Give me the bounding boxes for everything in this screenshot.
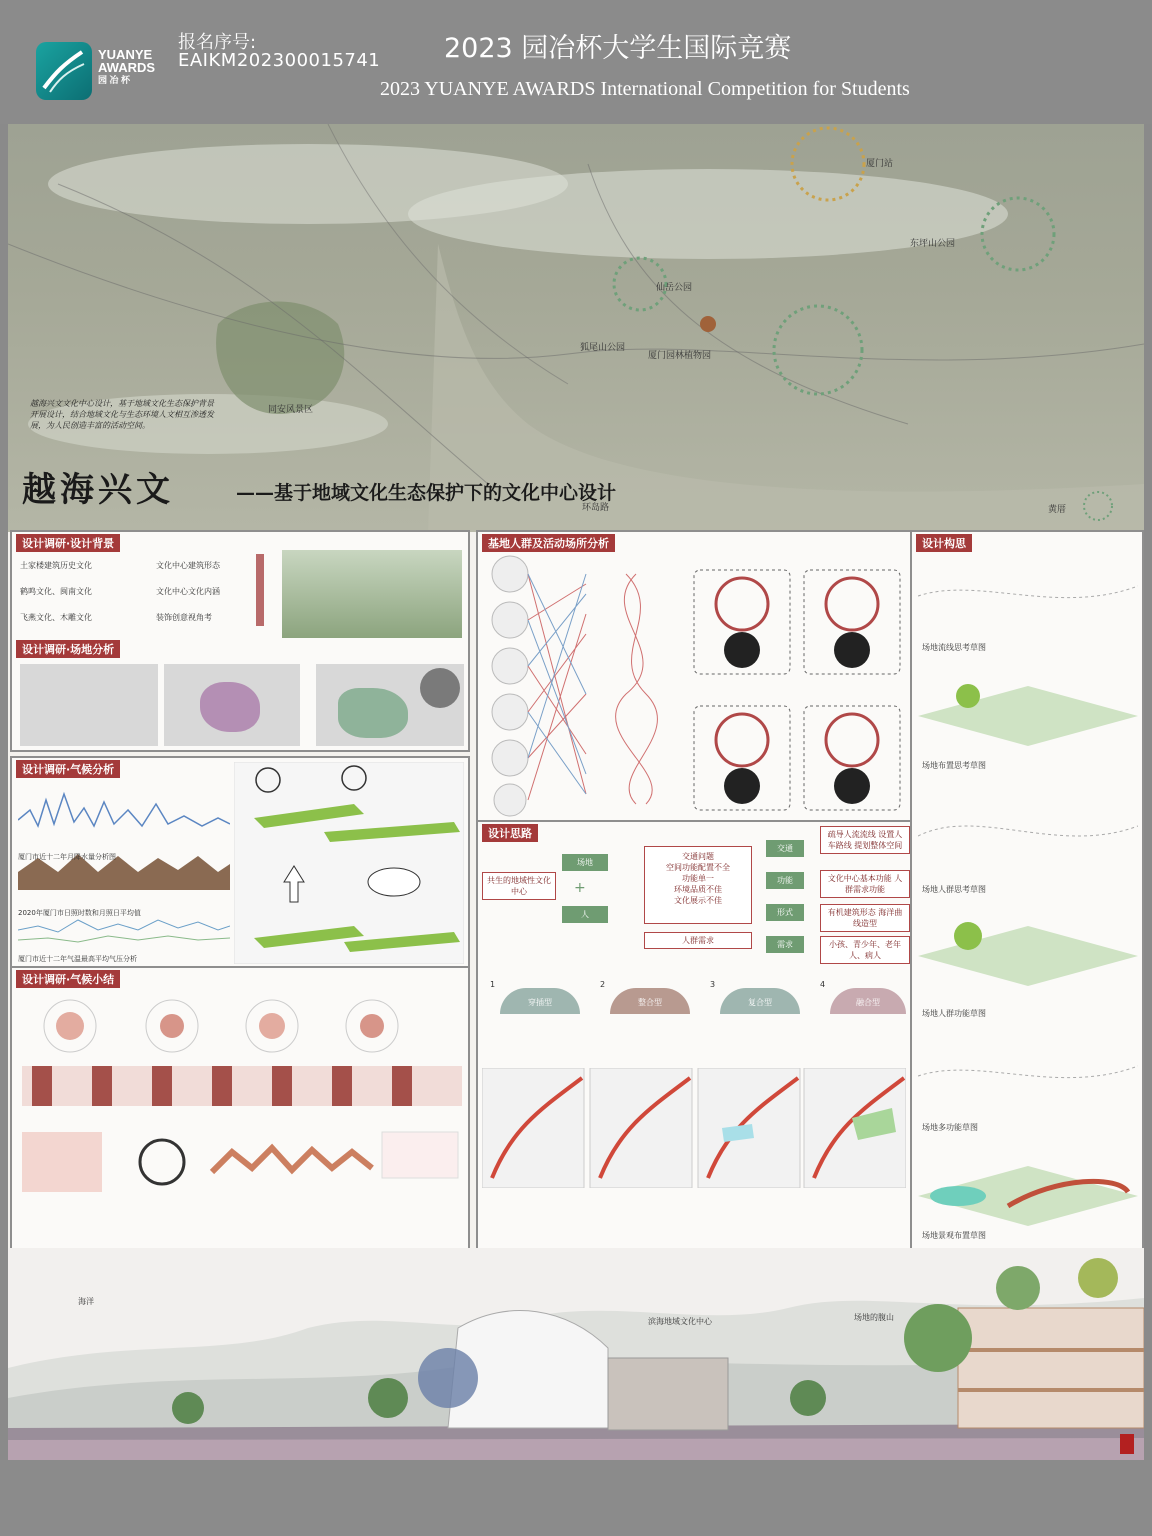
concept-caption: 场地景观布置草图 — [922, 1231, 986, 1240]
issue-item: 交通问题 — [682, 852, 714, 861]
intro-paragraph: 越海兴文文化中心设计，基于地域文化生态保护背景开展设计，结合地域文化与生态环境人文相互渗透发展，为人民创造丰富的活动空间。 — [30, 399, 214, 430]
place-label: 仙岳公园 — [656, 283, 693, 293]
concept-caption: 场地人群思考草图 — [922, 885, 986, 894]
place-label: 东坪山公园 — [910, 239, 956, 249]
concept-caption: 场地人群功能草图 — [922, 1009, 986, 1018]
site-map-fujian — [164, 664, 300, 746]
thinking-answer: 疏导人流流线 设置人车路线 提划整体空间 — [820, 826, 910, 854]
issue-item: 文化展示不佳 — [674, 896, 722, 905]
section-title-concept: 设计构思 — [916, 534, 972, 552]
panel-background-site — [10, 530, 470, 752]
place-label: 黄厝 — [1048, 505, 1067, 515]
thinking-answer: 有机建筑形态 海洋曲线造型 — [820, 904, 910, 932]
section-elevation — [8, 1248, 1144, 1460]
section-title-climate: 设计调研·气候分析 — [16, 760, 120, 778]
logo-line-2: AWARDS — [98, 60, 156, 75]
crowd-need-box: 人群需求 — [644, 932, 752, 949]
background-item: 文化中心建筑形态 — [156, 561, 220, 570]
panel-design-thinking — [476, 820, 912, 1250]
thinking-site-tag: 场地 — [562, 854, 608, 871]
poster-main-title: 越海兴文 — [22, 470, 174, 510]
step-number — [710, 972, 738, 989]
site-map-xiamen — [316, 664, 464, 746]
section-label: 场地的腹山 — [854, 1313, 894, 1322]
place-label: 环岛路 — [582, 503, 610, 513]
step-number — [490, 972, 518, 989]
step-dome: 穿插型 — [500, 988, 580, 1014]
background-item: 土家楼建筑历史文化 — [20, 561, 92, 570]
thinking-tag: 形式 — [766, 904, 804, 921]
yuanye-logo-icon — [36, 42, 92, 100]
concept-caption: 场地流线思考草图 — [922, 643, 986, 652]
step-dome: 整合型 — [610, 988, 690, 1014]
place-label: 厦门园林植物园 — [648, 351, 712, 361]
background-item: 鹤鸣文化、闽南文化 — [20, 587, 92, 596]
sun-rain-diagrams — [234, 762, 464, 964]
chart-caption: 厦门市近十二年月降水量分析图 — [18, 853, 116, 861]
section-label: 滨海地域文化中心 — [648, 1317, 712, 1326]
step-number-label: 4 — [820, 980, 826, 989]
thinking-tag: 功能 — [766, 872, 804, 889]
region-highlight — [200, 682, 260, 732]
step-number-label: 2 — [600, 980, 606, 989]
thinking-tag: 需求 — [766, 936, 804, 953]
step-dome: 复合型 — [720, 988, 800, 1014]
background-item: 飞燕文化、木雕文化 — [20, 613, 92, 622]
competition-title-cn: 2023 园冶杯大学生国际竞赛 — [444, 33, 792, 64]
concept-sketches — [918, 556, 1138, 1246]
site-map-china — [20, 664, 158, 746]
background-rendering — [282, 550, 462, 638]
section-title-summary: 设计调研·气候小结 — [16, 970, 120, 988]
section-title-site: 设计调研·场地分析 — [16, 640, 120, 658]
background-item: 装饰创意视角考 — [156, 613, 212, 622]
issue-item: 环境品质不佳 — [674, 885, 722, 894]
step-number-label: 3 — [710, 980, 716, 989]
issues-box — [644, 846, 752, 924]
issue-item: 空间功能配置不全 — [666, 863, 730, 872]
section-title-crowd: 基地人群及活动场所分析 — [482, 534, 615, 552]
issue-item: 功能单一 — [682, 874, 714, 883]
panel-crowd-analysis — [476, 530, 912, 824]
poster-subtitle: ——基于地域文化生态保护下的文化中心设计 — [236, 482, 617, 504]
site-zoom-circle — [420, 668, 460, 708]
panel-climate — [10, 756, 470, 970]
step-plan-diagrams — [482, 1068, 906, 1188]
section-elevation-illustration — [8, 1248, 1144, 1460]
logo-line-1: YUANYE — [98, 47, 153, 62]
place-label: 厦门站 — [866, 159, 894, 169]
thinking-people-tag: 人 — [562, 906, 608, 923]
thinking-tag: 交通 — [766, 840, 804, 857]
site-map — [8, 124, 1144, 532]
thinking-core-box: 共生的地域性文化中心 — [482, 872, 556, 900]
section-title-thinking: 设计思路 — [482, 824, 538, 842]
site-highlight — [338, 688, 408, 738]
bottom-margin — [0, 1460, 1152, 1536]
concept-caption: 场地多功能草图 — [922, 1123, 978, 1132]
map-illustration — [8, 124, 1144, 532]
chart-caption: 2020年厦门市日照时数和月照日平均值 — [18, 909, 141, 917]
section-title-background: 设计调研·设计背景 — [16, 534, 120, 552]
background-item: 文化中心文化内涵 — [156, 587, 220, 596]
registration-label: 报名序号: — [178, 32, 257, 53]
climate-charts — [18, 780, 230, 960]
registration-number: EAIKM202300015741 — [178, 50, 381, 71]
timeline-bar — [256, 554, 264, 626]
panel-concept — [910, 530, 1144, 1250]
thinking-answer: 小孩、青少年、老年人、病人 — [820, 936, 910, 964]
logo-line-3: 园 冶 杯 — [98, 75, 131, 85]
step-number — [600, 972, 628, 989]
place-label: 同安风景区 — [268, 405, 314, 415]
crowd-diagram — [486, 554, 906, 818]
step-dome: 融合型 — [830, 988, 906, 1014]
step-number-label: 1 — [490, 980, 496, 989]
concept-caption: 场地布置思考草图 — [922, 761, 986, 770]
chart-caption: 厦门市近十二年气温最高平均气压分析 — [18, 955, 137, 963]
seal-stamp — [1120, 1434, 1134, 1454]
competition-title-en: 2023 YUANYE AWARDS International Competition for Students — [380, 78, 910, 100]
place-label: 狐尾山公园 — [580, 343, 626, 353]
section-label: 海洋 — [78, 1297, 94, 1306]
step-number — [820, 972, 848, 989]
logo-text — [98, 48, 155, 87]
panel-climate-summary — [10, 966, 470, 1250]
thinking-plus: + — [574, 880, 586, 896]
thinking-answer: 文化中心基本功能 人群需求功能 — [820, 870, 910, 898]
climate-summary-graphics — [22, 992, 462, 1242]
